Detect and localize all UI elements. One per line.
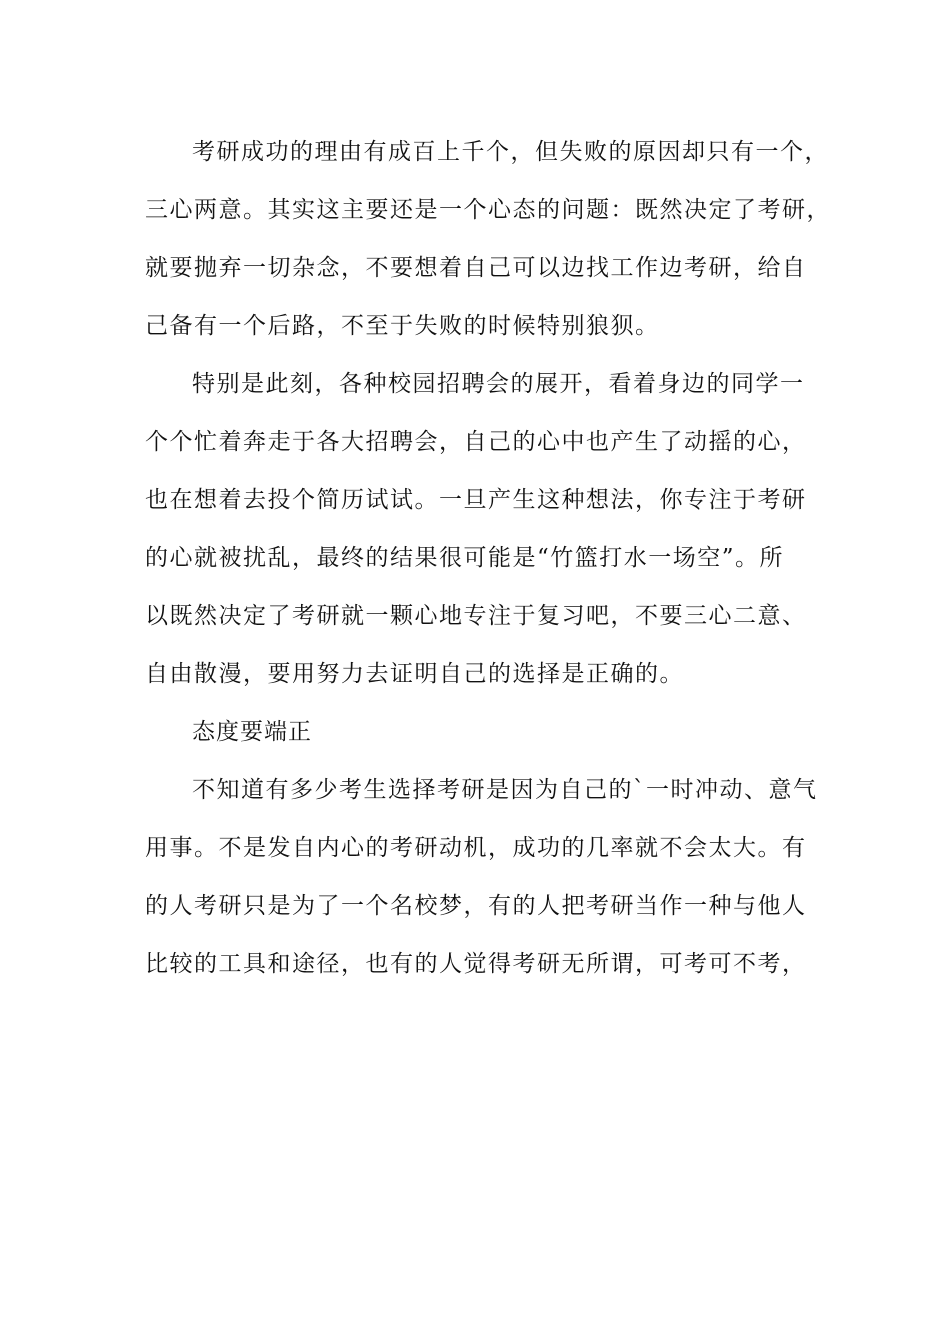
paragraph <box>145 355 825 703</box>
text-line: 自由散漫，要用努力去证明自己的选择是正确的。 <box>145 661 684 687</box>
text-line: 就要抛弃一切杂念，不要想着自己可以边找工作边考研，给自 <box>145 255 807 281</box>
text-line: 比较的工具和途径，也有的人觉得考研无所谓，可考可不考， <box>145 951 807 977</box>
text-line: 用事。不是发自内心的考研动机，成功的几率就不会太大。有 <box>145 835 807 861</box>
paragraph <box>145 761 825 993</box>
text-line: 己备有一个后路，不至于失败的时候特别狼狈。 <box>145 313 660 339</box>
text-line: 不知道有多少考生选择考研是因为自己的`一时冲动、意气 <box>192 777 818 803</box>
text-line: 个个忙着奔走于各大招聘会，自己的心中也产生了动摇的心， <box>145 429 807 455</box>
text-line: 以既然决定了考研就一颗心地专注于复习吧，不要三心二意、 <box>145 603 807 629</box>
text-line: 也在想着去投个简历试试。一旦产生这种想法，你专注于考研 <box>145 487 807 513</box>
text-line: 的人考研只是为了一个名校梦，有的人把考研当作一种与他人 <box>145 893 807 919</box>
paragraph <box>145 123 831 355</box>
text-line: 的心就被扰乱，最终的结果很可能是“竹篮打水一场空”。所 <box>145 545 785 571</box>
text-line: 三心两意。其实这主要还是一个心态的问题：既然决定了考研， <box>145 197 831 223</box>
section-heading <box>145 703 825 761</box>
text-line: 考研成功的理由有成百上千个，但失败的原因却只有一个， <box>192 139 829 165</box>
document-body <box>145 123 831 993</box>
section-heading-text: 态度要端正 <box>192 719 312 745</box>
text-line: 特别是此刻，各种校园招聘会的展开，看着身边的同学一 <box>192 371 805 397</box>
